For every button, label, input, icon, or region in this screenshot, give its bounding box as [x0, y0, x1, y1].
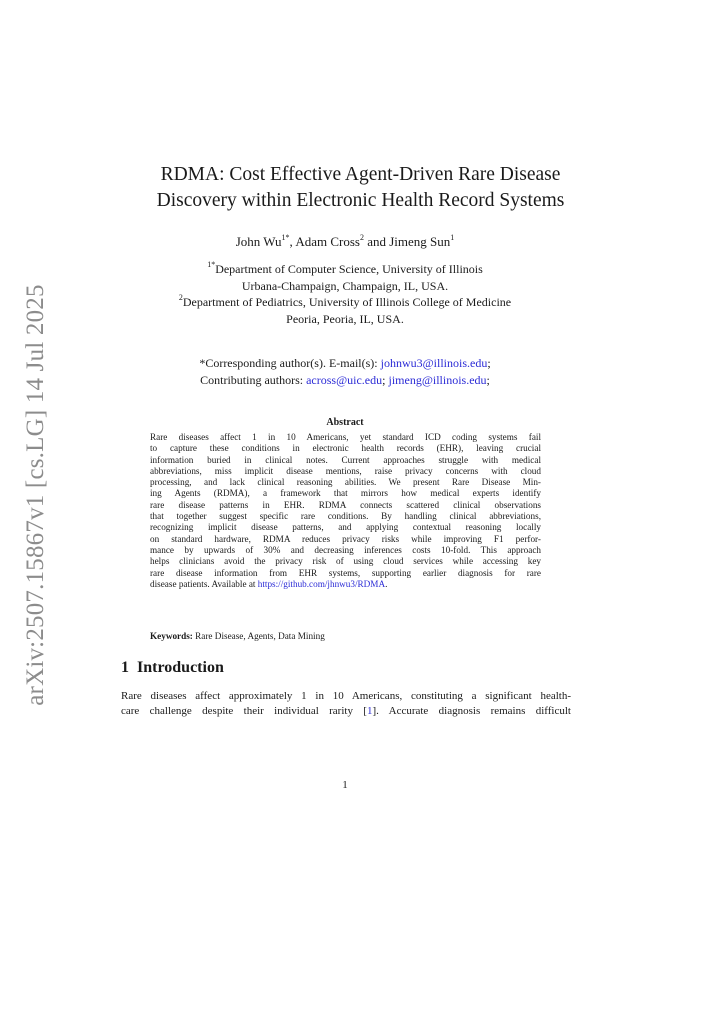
contributing-authors-line [0, 372, 690, 389]
abstract-line: recognizing implicit disease patterns, and applying contextual reasoning locally [150, 522, 541, 533]
github-repository-link[interactable]: https://github.com/jhnwu3/RDMA [257, 578, 386, 589]
author-list [0, 234, 690, 250]
introduction-text: care challenge despite their individual rarity [ [121, 705, 367, 717]
introduction-body [121, 689, 571, 719]
citation-link[interactable]: 1 [366, 705, 373, 717]
author-separator: and [363, 234, 390, 249]
abstract-line: abbreviations, miss implicit disease mentions, raise privacy concerns with cloud [150, 465, 541, 476]
author-name: Adam Cross [295, 234, 360, 249]
introduction-line: Rare diseases affect approximately 1 in 10 Americans, constituting a significant health- [121, 690, 571, 702]
corresponding-email-link[interactable]: johnwu3@illinois.edu [380, 356, 488, 370]
introduction-line [121, 704, 571, 719]
affiliations [0, 261, 690, 327]
author-name: John Wu [235, 234, 282, 249]
punctuation: . [385, 578, 388, 589]
introduction-text: ]. Accurate diagnosis remains difficult [372, 705, 571, 717]
keywords-text: Rare Disease, Agents, Data Mining [192, 631, 325, 641]
affiliation-text: Department of Computer Science, University of Illinois [215, 262, 483, 276]
page-number: 1 [342, 779, 348, 791]
abstract-line: that together suggest specific rare conditions. By handling clinical abbreviations, [150, 511, 541, 522]
corresponding-author-line [0, 355, 690, 372]
punctuation: ; [486, 373, 490, 387]
keywords-label: Keywords: [150, 631, 193, 641]
abstract-heading: Abstract [326, 417, 364, 428]
contributing-authors-label: Contributing authors: [200, 373, 307, 387]
author-affiliation-marker: 2 [359, 232, 364, 242]
paper-title-line-2: Discovery within Electronic Health Record Systems [156, 190, 565, 211]
punctuation: ; [382, 373, 389, 387]
author-affiliation-marker: 1* [281, 232, 290, 242]
paper-title-line-1: RDMA: Cost Effective Agent-Driven Rare Disease [160, 164, 561, 185]
paper-title [0, 162, 721, 214]
section-number: 1 [121, 659, 129, 676]
author-separator: , [289, 234, 296, 249]
affiliation-1-line-2: Urbana-Champaign, Champaign, IL, USA. [241, 278, 449, 293]
affiliation-2-line-1 [0, 294, 690, 311]
abstract-line: ing Agents (RDMA), a framework that mirrors how medical experts identify [150, 488, 541, 499]
abstract-line: rare disease information from EHR systems, supporting earlier diagnosis for rare [150, 567, 541, 578]
abstract-line: helps clinicians avoid the privacy risk of using cloud services while accessing key [150, 556, 541, 567]
abstract-body [150, 432, 541, 590]
affiliation-marker: 1* [207, 260, 216, 269]
section-title: Introduction [137, 659, 224, 676]
keywords-line [150, 631, 325, 641]
abstract-line: to capture these conditions in electronic health records (EHR), leaving crucial [150, 443, 541, 454]
abstract-line: rare disease patterns in EHR. RDMA connects scattered clinical observations [150, 499, 541, 510]
author-name: Jimeng Sun [389, 234, 451, 249]
punctuation: ; [487, 356, 491, 370]
author-affiliation-marker: 1 [450, 232, 455, 242]
abstract-text: disease patients. Available at [150, 578, 258, 589]
affiliation-1-line-1 [0, 261, 690, 278]
abstract-line: on standard hardware, RDMA reduces privacy risks while improving F1 perfor- [150, 533, 541, 544]
contributing-email-link-1[interactable]: across@uic.edu [306, 373, 383, 387]
corresponding-author-label: *Corresponding author(s). E-mail(s): [199, 356, 381, 370]
affiliation-marker: 2 [178, 293, 183, 302]
affiliation-text: Department of Pediatrics, University of Illinois College of Medicine [182, 295, 512, 309]
affiliation-2-line-2: Peoria, Peoria, IL, USA. [286, 311, 404, 326]
abstract-line: information buried in clinical notes. Current approaches struggle with medical [150, 454, 541, 465]
arxiv-identifier-stamp: arXiv:2507.15867v1 [cs.LG] 14 Jul 2025 [22, 284, 49, 706]
abstract-line: Rare diseases affect 1 in 10 Americans, yet standard ICD coding systems fail [150, 432, 541, 442]
abstract-line: mance by upwards of 30% and decreasing inferences costs 10-fold. This approach [150, 544, 541, 555]
abstract-last-line [150, 579, 541, 590]
correspondence-block [0, 355, 690, 389]
abstract-line: processing, and lack clinical reasoning abilities. We present Rare Disease Min- [150, 477, 541, 488]
section-heading-introduction [121, 659, 224, 677]
contributing-email-link-2[interactable]: jimeng@illinois.edu [388, 373, 487, 387]
